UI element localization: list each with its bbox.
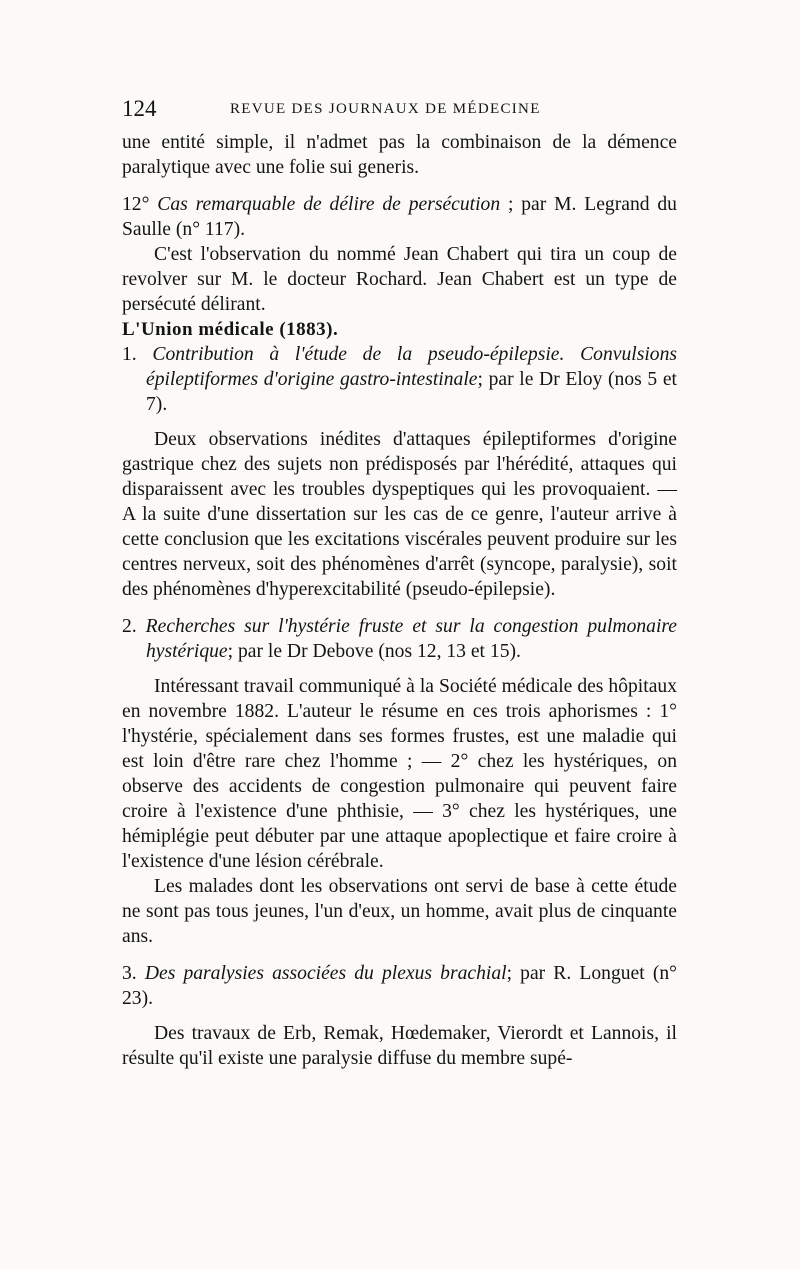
paragraph: Deux observations inédites d'attaques épileptiformes d'origine gastrique chez des sujets non prédisposés par l'hérédité, attaques qui disparaissent avec les troubles dyspeptiques qui les provoquaient. — A la suite d'une dissertation sur les cas de ce genre, l'auteur arrive à cette conclusion que les excitations viscérales peuvent produire sur les centres nerveux, soit des phénomènes d'arrêt (syncope, paralysie), soit des phénomènes d'hyperexcitabilité (pseudo-épilepsie). — [122, 429, 677, 600]
entry-title: 2. Recherches sur l'hystérie fruste et sur la congestion pulmonaire hystérique; par le Dr Debove (nos 12, 13 et 15). — [122, 616, 678, 662]
paragraph: Les malades dont les observations ont servi de base à cette étude ne sont pas tous jeunes, l'un d'eux, un homme, avait plus de cinquante ans. — [122, 876, 677, 947]
running-head: REVUE DES JOURNAUX DE MÉDECINE — [230, 101, 541, 117]
entry-title: 1. Contribution à l'étude de la pseudo-épilepsie. Convulsions épileptiformes d'origine gastro-intestinale; par le Dr Eloy (nos 5 et 7). — [122, 344, 677, 415]
paragraph: une entité simple, il n'admet pas la combinaison de la démence paralytique avec une folie sui generis. — [122, 132, 677, 178]
paragraph: Des travaux de Erb, Remak, Hœdemaker, Vierordt et Lannois, il résulte qu'il existe une paralysie diffuse du membre supé- — [122, 1023, 677, 1069]
page-body — [122, 130, 677, 1071]
section-title: L'Union médicale (1883). — [122, 319, 339, 340]
paragraph: Intéressant travail communiqué à la Société médicale des hôpitaux en novembre 1882. L'auteur le résume en ces trois aphorismes : 1° l'hystérie, spécialement dans ses formes frustes, est une maladie qui est loin d'être rare chez l'homme ; — 2° chez les hystériques, on observe des accidents de congestion pulmonaire qui peuvent faire croire à l'existence d'une phthisie, — 3° chez les hystériques, une hémiplégie peut débuter par une attaque apoplectique et faire croire à l'existence d'une lésion cérébrale. — [122, 676, 677, 872]
page-header — [122, 96, 692, 124]
entry-title: 3. Des paralysies associées du plexus brachial; par R. Longuet (n° 23). — [122, 963, 677, 1009]
entry-title: 12° Cas remarquable de délire de persécution ; par M. Legrand du Saulle (n° 117). — [122, 194, 677, 240]
paragraph: C'est l'observation du nommé Jean Chabert qui tira un coup de revolver sur M. le docteur Rochard. Jean Chabert est un type de persécuté délirant. — [122, 244, 677, 315]
page-number: 124 — [122, 96, 157, 121]
